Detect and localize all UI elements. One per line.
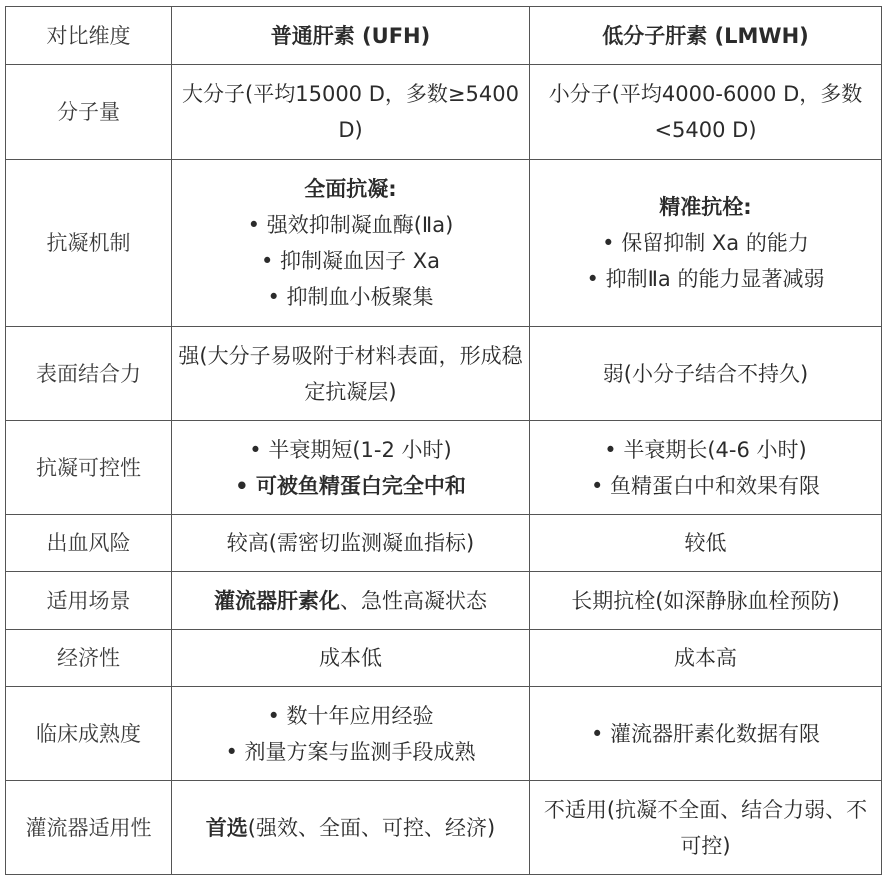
cell-lmwh-economy: 成本高: [530, 630, 882, 687]
cell-lmwh-mechanism: [530, 160, 882, 327]
table-row: [6, 421, 882, 515]
cell-ufh-use-cases: 灌流器肝素化、急性高凝状态: [172, 572, 530, 630]
cell-ufh-economy: 成本低: [172, 630, 530, 687]
header-dimension: 对比维度: [6, 7, 172, 65]
cell-ufh-bleeding-risk: 较高(需密切监测凝血指标): [172, 515, 530, 572]
table-row: [6, 781, 882, 875]
header-lmwh: 低分子肝素 (LMWH): [530, 7, 882, 65]
row-dimension-molecular-weight: 分子量: [6, 65, 172, 160]
list-item: • 抑制凝血因子 Xa: [261, 249, 440, 273]
row-dimension-controllability: 抗凝可控性: [6, 421, 172, 515]
list-item: • 灌流器肝素化数据有限: [590, 721, 821, 746]
cell-ufh-clinical-maturity: [172, 687, 530, 781]
cell-lmwh-bleeding-risk: 较低: [530, 515, 882, 572]
table-row: [6, 687, 882, 781]
cell-lmwh-perfusion-suitability: 不适用(抗凝不全面、结合力弱、不可控): [530, 781, 882, 875]
table-row: [6, 572, 882, 630]
table-row: [6, 65, 882, 160]
list-item: • 数十年应用经验: [267, 703, 434, 728]
list-item: • 鱼精蛋白中和效果有限: [590, 473, 821, 498]
table-header-row: [6, 7, 882, 65]
row-dimension-economy: 经济性: [6, 630, 172, 687]
list-item: • 半衰期短(1-2 小时): [249, 437, 452, 462]
list-item: • 保留抑制 Xa 的能力: [602, 231, 809, 255]
row-dimension-perfusion-suitability: 灌流器适用性: [6, 781, 172, 875]
row-dimension-use-cases: 适用场景: [6, 572, 172, 630]
cell-ufh-molecular-weight: 大分子(平均15000 D，多数≥5400 D): [172, 65, 530, 160]
table-row: [6, 327, 882, 421]
row-dimension-surface-binding: 表面结合力: [6, 327, 172, 421]
cell-ufh-surface-binding: 强(大分子易吸附于材料表面，形成稳定抗凝层): [172, 327, 530, 421]
cell-ufh-perfusion-suitability: 首选(强效、全面、可控、经济): [172, 781, 530, 875]
list-item: • 抑制Ⅱa 的能力显著减弱: [586, 267, 825, 291]
cell-ufh-controllability: [172, 421, 530, 515]
cell-ufh-mechanism: [172, 160, 530, 327]
table-row: [6, 630, 882, 687]
cell-lmwh-use-cases: 长期抗栓(如深静脉血栓预防): [530, 572, 882, 630]
lmwh-mechanism-title: 精准抗栓:: [659, 195, 752, 219]
cell-lmwh-clinical-maturity: [530, 687, 882, 781]
list-item: • 可被鱼精蛋白完全中和: [235, 473, 466, 498]
table-row: [6, 160, 882, 327]
list-item: • 抑制血小板聚集: [267, 285, 434, 309]
list-item: • 半衰期长(4-6 小时): [604, 437, 807, 462]
row-dimension-bleeding-risk: 出血风险: [6, 515, 172, 572]
cell-lmwh-molecular-weight: 小分子(平均4000-6000 D，多数<5400 D): [530, 65, 882, 160]
ufh-mechanism-title: 全面抗凝:: [304, 177, 397, 201]
row-dimension-mechanism: 抗凝机制: [6, 160, 172, 327]
header-ufh: 普通肝素 (UFH): [172, 7, 530, 65]
cell-lmwh-controllability: [530, 421, 882, 515]
comparison-table: [5, 6, 882, 875]
cell-lmwh-surface-binding: 弱(小分子结合不持久): [530, 327, 882, 421]
row-dimension-clinical-maturity: 临床成熟度: [6, 687, 172, 781]
table-row: [6, 515, 882, 572]
list-item: • 剂量方案与监测手段成熟: [225, 739, 476, 764]
list-item: • 强效抑制凝血酶(Ⅱa): [247, 213, 454, 237]
